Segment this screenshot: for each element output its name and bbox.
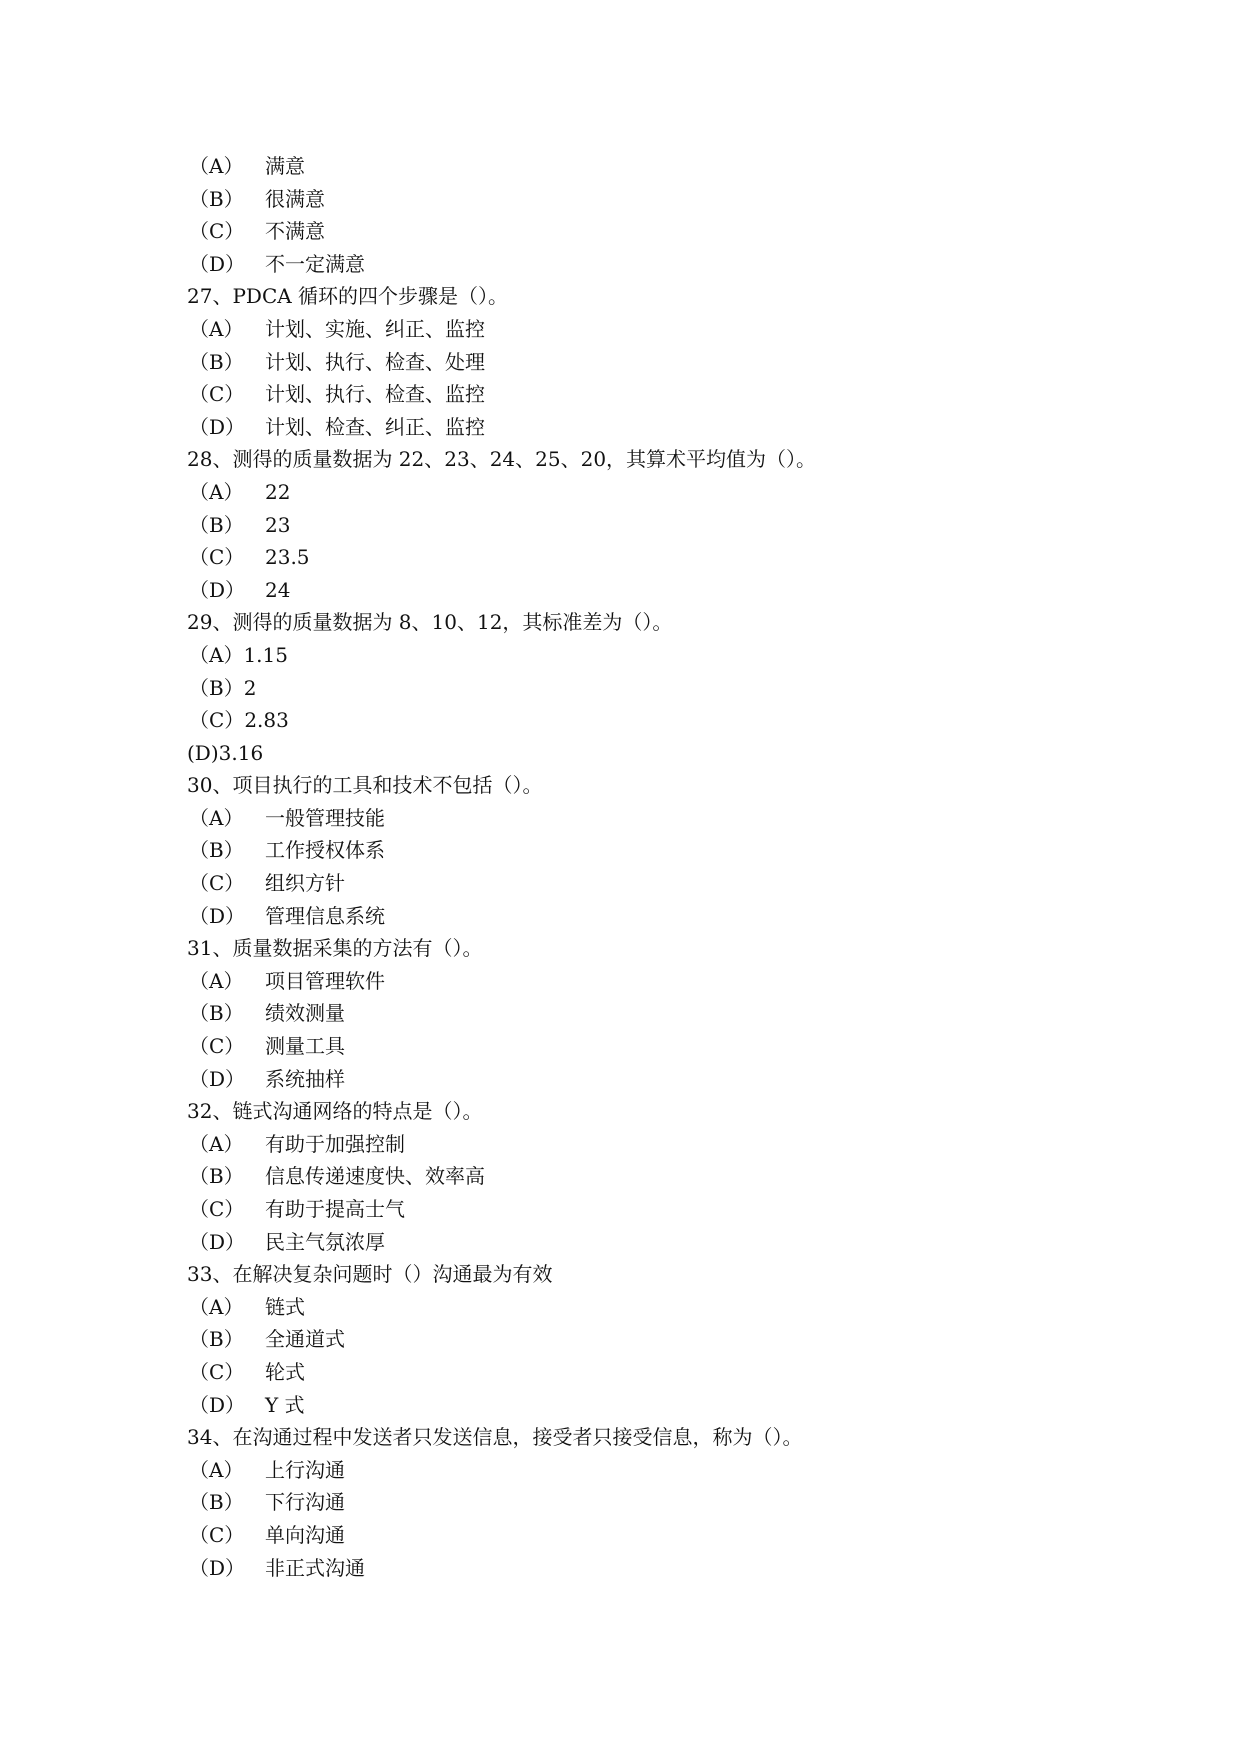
option-label: （A） bbox=[189, 642, 244, 667]
option-label: （B） bbox=[189, 1327, 244, 1352]
question-text: 32、链式沟通网络的特点是（）。 bbox=[187, 1099, 483, 1124]
option-line bbox=[187, 900, 1187, 933]
option-text: 绩效测量 bbox=[265, 1001, 345, 1026]
option-text: 一般管理技能 bbox=[265, 805, 385, 830]
option-text: 测量工具 bbox=[265, 1034, 345, 1059]
option-line bbox=[187, 867, 1187, 900]
option-label: （C） bbox=[189, 219, 245, 244]
option-label: （C） bbox=[189, 545, 245, 570]
option-line bbox=[187, 150, 1187, 183]
option-text: 有助于提高士气 bbox=[265, 1197, 405, 1221]
option-text: 管理信息系统 bbox=[265, 903, 385, 928]
option-line bbox=[187, 965, 1187, 998]
option-line bbox=[187, 509, 1187, 542]
option-label: （D） bbox=[189, 251, 246, 276]
option-line bbox=[187, 378, 1187, 411]
option-line bbox=[187, 1030, 1187, 1063]
option-line bbox=[187, 541, 1187, 574]
option-text: 计划、执行、检查、监控 bbox=[265, 382, 485, 407]
option-label: （D） bbox=[189, 1392, 246, 1417]
option-text: 满意 bbox=[265, 154, 305, 178]
option-line bbox=[187, 313, 1187, 346]
option-line bbox=[187, 1454, 1187, 1487]
option-line bbox=[187, 1226, 1187, 1259]
option-text: 非正式沟通 bbox=[265, 1555, 365, 1580]
option-text: 2 bbox=[243, 675, 257, 700]
option-line bbox=[187, 1160, 1187, 1193]
option-label: （B） bbox=[189, 349, 244, 374]
option-line bbox=[187, 574, 1187, 607]
option-text: 24 bbox=[265, 577, 291, 602]
option-text: 项目管理软件 bbox=[265, 968, 385, 993]
question-text: 30、项目执行的工具和技术不包括（）。 bbox=[187, 773, 543, 798]
option-label: （D） bbox=[189, 1066, 246, 1091]
option-label: （B） bbox=[189, 1001, 244, 1026]
question-line bbox=[187, 1258, 1187, 1291]
option-line bbox=[187, 215, 1187, 248]
option-line bbox=[187, 411, 1187, 444]
option-label: （D） bbox=[189, 577, 246, 602]
option-label: （C） bbox=[189, 1359, 245, 1384]
option-text: 全通道式 bbox=[265, 1327, 345, 1352]
option-line bbox=[187, 1486, 1187, 1519]
option-text: 有助于加强控制 bbox=[265, 1131, 405, 1156]
option-text: 2.83 bbox=[244, 708, 289, 733]
option-text: 23.5 bbox=[265, 545, 310, 570]
question-text: 34、在沟通过程中发送者只发送信息，接受者只接受信息，称为（）。 bbox=[187, 1425, 803, 1450]
option-label: （B） bbox=[189, 1490, 244, 1515]
option-text: 上行沟通 bbox=[265, 1457, 345, 1482]
option-line bbox=[187, 1389, 1187, 1422]
option-line bbox=[187, 1323, 1187, 1356]
option-label: （B） bbox=[189, 186, 244, 211]
option-label: （C） bbox=[189, 871, 245, 896]
option-line bbox=[187, 639, 1187, 672]
option-text: 很满意 bbox=[265, 186, 325, 211]
option-label: （C） bbox=[189, 1522, 245, 1547]
option-text: 1.15 bbox=[243, 642, 288, 667]
option-line bbox=[187, 1291, 1187, 1324]
question-line bbox=[187, 443, 1187, 476]
option-text: 系统抽样 bbox=[265, 1066, 345, 1091]
option-text: 组织方针 bbox=[265, 871, 345, 896]
question-text: 33、在解决复杂问题时（）沟通最为有效 bbox=[187, 1262, 553, 1287]
option-text: 工作授权体系 bbox=[265, 838, 385, 863]
question-text: 28、测得的质量数据为 22、23、24、25、20，其算术平均值为（）。 bbox=[187, 447, 817, 472]
option-label: （A） bbox=[189, 154, 244, 178]
option-line bbox=[187, 1356, 1187, 1389]
question-line bbox=[187, 1095, 1187, 1128]
option-text: 轮式 bbox=[265, 1359, 305, 1384]
option-label: （A） bbox=[189, 1131, 244, 1156]
option-label: （A） bbox=[189, 805, 244, 830]
option-line bbox=[187, 802, 1187, 835]
question-text: 27、PDCA 循环的四个步骤是（）。 bbox=[187, 284, 509, 309]
option-label: （C） bbox=[189, 382, 245, 407]
option-text: 单向沟通 bbox=[265, 1522, 345, 1547]
option-text: 下行沟通 bbox=[265, 1490, 345, 1515]
document-page bbox=[187, 150, 1187, 1584]
question-line bbox=[187, 932, 1187, 965]
question-line bbox=[187, 1421, 1187, 1454]
option-line bbox=[187, 183, 1187, 216]
option-text: 23 bbox=[265, 512, 291, 537]
option-text: 链式 bbox=[265, 1294, 305, 1319]
option-text: 民主气氛浓厚 bbox=[265, 1229, 385, 1254]
option-text: Y 式 bbox=[265, 1392, 305, 1417]
option-label: （B） bbox=[189, 1164, 244, 1189]
option-label: （A） bbox=[189, 1294, 244, 1319]
option-line bbox=[187, 1063, 1187, 1096]
option-label: （D） bbox=[189, 1555, 246, 1580]
option-line bbox=[187, 248, 1187, 281]
question-line bbox=[187, 769, 1187, 802]
option-text: 不满意 bbox=[265, 219, 325, 244]
option-label: （A） bbox=[189, 968, 244, 993]
option-label: （B） bbox=[189, 512, 244, 537]
question-text: 29、测得的质量数据为 8、10、12，其标准差为（）。 bbox=[187, 610, 673, 635]
option-label: （C） bbox=[189, 1034, 245, 1059]
option-text: 计划、实施、纠正、监控 bbox=[265, 316, 485, 341]
option-text: 信息传递速度快、效率高 bbox=[265, 1164, 485, 1189]
option-line bbox=[187, 737, 1187, 770]
option-label: （A） bbox=[189, 1457, 244, 1482]
option-label: （D） bbox=[189, 903, 246, 928]
option-line bbox=[187, 1128, 1187, 1161]
option-line bbox=[187, 704, 1187, 737]
question-line bbox=[187, 606, 1187, 639]
option-label: （C） bbox=[189, 1197, 245, 1221]
option-line bbox=[187, 1519, 1187, 1552]
option-line bbox=[187, 1552, 1187, 1585]
question-text: 31、质量数据采集的方法有（）。 bbox=[187, 936, 483, 961]
option-line bbox=[187, 476, 1187, 509]
option-line bbox=[187, 672, 1187, 705]
option-label: （C） bbox=[189, 708, 245, 733]
option-text: 22 bbox=[265, 479, 291, 504]
option-text: (D)3.16 bbox=[187, 740, 264, 765]
option-line bbox=[187, 1193, 1187, 1226]
option-label: （D） bbox=[189, 1229, 246, 1254]
option-text: 不一定满意 bbox=[265, 251, 365, 276]
option-text: 计划、执行、检查、处理 bbox=[265, 349, 485, 374]
option-line bbox=[187, 997, 1187, 1030]
option-label: （B） bbox=[189, 675, 244, 700]
option-label: （A） bbox=[189, 479, 244, 504]
option-label: （A） bbox=[189, 316, 244, 341]
option-line bbox=[187, 346, 1187, 379]
option-label: （B） bbox=[189, 838, 244, 863]
question-line bbox=[187, 280, 1187, 313]
option-line bbox=[187, 834, 1187, 867]
option-label: （D） bbox=[189, 414, 246, 439]
option-text: 计划、检查、纠正、监控 bbox=[265, 414, 485, 439]
